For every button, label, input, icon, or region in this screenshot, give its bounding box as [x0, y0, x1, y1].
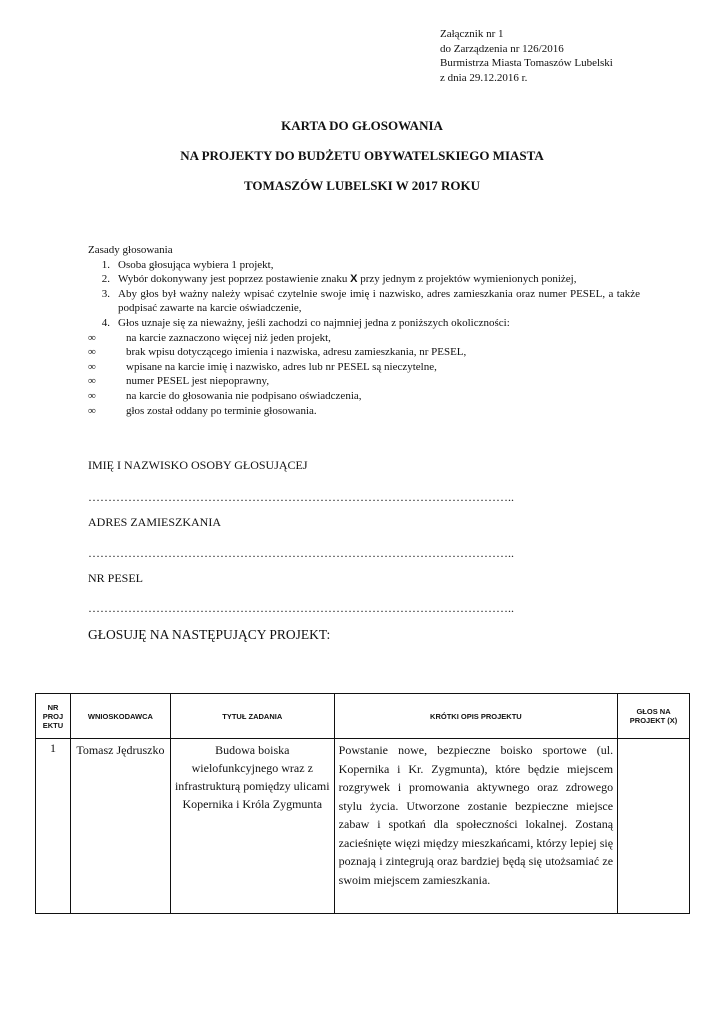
infinity-bullet-icon: ∞	[88, 331, 96, 344]
header-nr: NR PROJ EKTU	[36, 694, 71, 739]
rule-item: 4. Głos uznaje się za nieważny, jeśli zachodzi co najmniej jedna z poniższych okoliczności:	[101, 316, 510, 329]
name-field-label: IMIĘ I NAZWISKO OSOBY GŁOSUJĄCEJ	[88, 458, 308, 472]
infinity-bullet-icon: ∞	[88, 404, 96, 417]
invalid-condition: ∞ wpisane na karcie imię i nazwisko, adres lub nr PESEL są nieczytelne,	[88, 360, 437, 373]
project-applicant: Tomasz Jędruszko	[70, 739, 170, 914]
header-description: KRÓTKI OPIS PROJEKTU	[334, 694, 617, 739]
header-applicant: WNIOSKODAWCA	[70, 694, 170, 739]
header-vote: GŁOS NA PROJEKT (X)	[618, 694, 690, 739]
invalid-condition: ∞ brak wpisu dotyczącego imienia i nazwiska, adresu zamieszkania, nr PESEL,	[88, 346, 467, 359]
vote-heading: GŁOSUJĘ NA NASTĘPUJĄCY PROJEKT:	[88, 627, 331, 642]
project-title: Budowa boiska wielofunkcyjnego wraz z infrastrukturą pomiędzy ulicami Kopernika i Króla Zygmunta	[170, 739, 334, 914]
infinity-bullet-icon: ∞	[88, 360, 96, 373]
invalid-condition: ∞ na karcie do głosowania nie podpisano oświadczenia,	[88, 389, 362, 402]
pesel-field-label: NR PESEL	[88, 571, 144, 585]
vote-checkbox-cell[interactable]	[618, 739, 690, 914]
rule-item: 2. Wybór dokonywany jest poprzez postawienie znaku X przy jednym z projektów wymienionych poniżej,	[101, 273, 577, 286]
title-line-3: TOMASZÓW LUBELSKI W 2017 ROKU	[244, 178, 480, 193]
header-title: TYTUŁ ZADANIA	[170, 694, 334, 739]
rule-item: 3. Aby głos był ważny należy wpisać czytelnie swoje imię i nazwisko, adres zamieszkania oraz numer PESEL, a także podpisać zawarte na karcie oświadczenie,	[101, 287, 640, 315]
invalid-condition: ∞ głos został oddany po terminie głosowania.	[88, 404, 317, 417]
annex-note	[440, 27, 613, 85]
annex-line: Załącznik nr 1	[440, 28, 504, 40]
pesel-field-line[interactable]: ……………………………………………………………………………………………..	[88, 601, 514, 615]
table-header-row	[36, 694, 690, 739]
name-field-line[interactable]: ……………………………………………………………………………………………..	[88, 490, 514, 504]
annex-line: do Zarządzenia nr 126/2016	[440, 42, 564, 55]
annex-line: z dnia 29.12.2016 r.	[440, 71, 528, 84]
project-number: 1	[36, 739, 71, 914]
title-line-1: KARTA DO GŁOSOWANIA	[281, 118, 443, 133]
invalid-condition: ∞ na karcie zaznaczono więcej niż jeden projekt,	[88, 331, 331, 344]
rules-heading: Zasady głosowania	[88, 244, 173, 256]
address-field-label: ADRES ZAMIESZKANIA	[88, 515, 221, 529]
table-row	[36, 739, 690, 914]
infinity-bullet-icon: ∞	[88, 346, 96, 359]
infinity-bullet-icon: ∞	[88, 389, 96, 402]
x-mark: X	[350, 273, 358, 286]
document-title	[0, 118, 724, 208]
annex-line: Burmistrza Miasta Tomaszów Lubelski	[440, 57, 613, 69]
rule-item: 1. Osoba głosująca wybiera 1 projekt,	[101, 258, 274, 271]
address-field-line[interactable]: ……………………………………………………………………………………………..	[88, 546, 514, 560]
infinity-bullet-icon: ∞	[88, 375, 96, 388]
project-description: Powstanie nowe, bezpieczne boisko sportowe (ul. Kopernika i Kr. Zygmunta), które będzie miejscem rozgrywek i promowania aktywnego oraz zdrowego stylu życia. Utworzone zostanie bezpieczne miejsce zabaw i spotkań dla społeczności lokalnej. Zostaną zacieśnięte więzi między mieszkańcami, którzy lepiej się poznają i zintegrują oraz bardziej będą się utożsamiać ze swoim miejscem zamieszkania.	[334, 739, 617, 914]
title-line-2: NA PROJEKTY DO BUDŻETU OBYWATELSKIEGO MIASTA	[180, 148, 544, 163]
invalid-condition: ∞ numer PESEL jest niepoprawny,	[88, 375, 270, 388]
projects-table	[35, 693, 690, 914]
voting-rules	[88, 243, 640, 418]
